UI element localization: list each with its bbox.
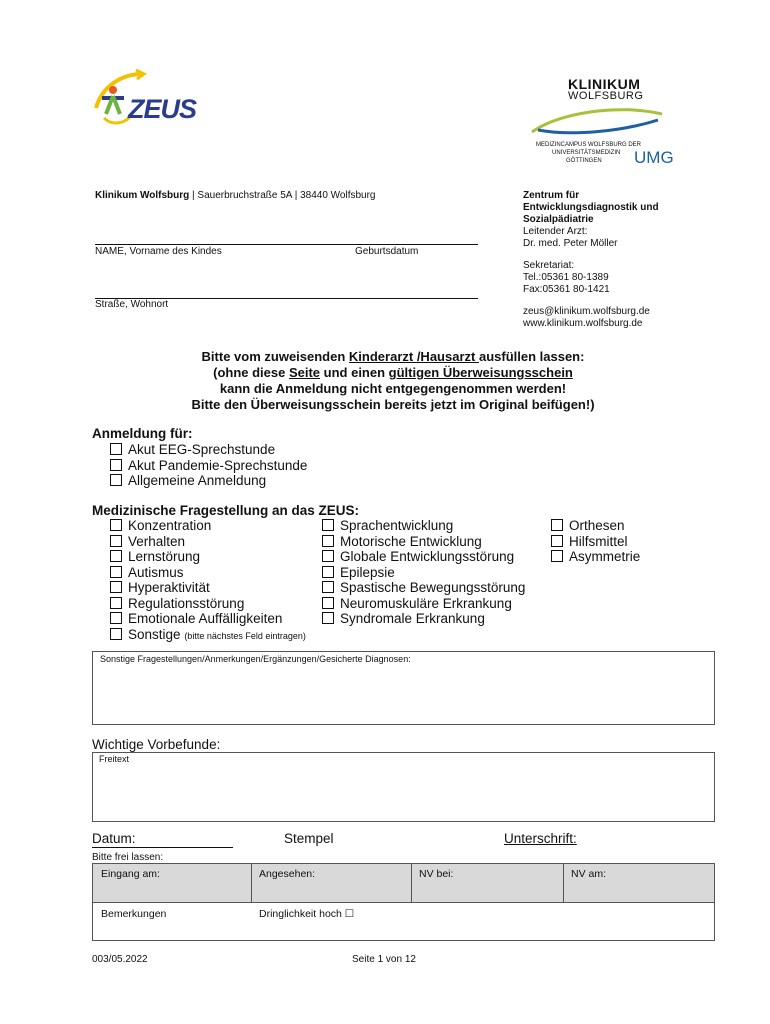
medical-option[interactable] bbox=[322, 518, 525, 534]
option-label: Sprachentwicklung bbox=[340, 518, 454, 533]
registration-options bbox=[110, 442, 307, 489]
secretariat-label: Sekretariat: bbox=[523, 260, 575, 271]
name-field-line[interactable] bbox=[95, 244, 478, 245]
klinikum-logo bbox=[530, 76, 690, 171]
findings-placeholder: Freitext bbox=[99, 754, 130, 764]
instruction-underlined: Kinderarzt /Hausarzt bbox=[348, 349, 479, 364]
name-field-label: NAME, Vorname des Kindes bbox=[95, 246, 222, 257]
medical-option[interactable] bbox=[322, 611, 525, 627]
option-label: Akut Pandemie-Sprechstunde bbox=[128, 457, 308, 473]
office-table bbox=[92, 863, 715, 941]
signature-label: Unterschrift: bbox=[504, 831, 577, 846]
checkbox[interactable] bbox=[551, 550, 563, 562]
checkbox[interactable] bbox=[551, 535, 563, 547]
dept-line-1: Zentrum für bbox=[523, 190, 580, 201]
instruction-underlined: Seite bbox=[288, 365, 321, 380]
klinikum-logo-city: WOLFSBURG bbox=[568, 90, 644, 102]
dept-line-3: Sozialpädiatrie bbox=[523, 214, 594, 225]
website-url: www.klinikum.wolfsburg.de bbox=[523, 318, 643, 329]
registration-option[interactable] bbox=[110, 458, 307, 474]
medical-column-3 bbox=[551, 518, 640, 565]
medical-column-1 bbox=[110, 518, 306, 644]
klinikum-logo-name: KLINIKUM bbox=[568, 76, 641, 92]
option-label: Sonstige bbox=[128, 626, 181, 642]
medical-option[interactable] bbox=[322, 565, 525, 581]
stamp-label: Stempel bbox=[284, 831, 334, 846]
office-note: Bitte frei lassen: bbox=[92, 852, 164, 863]
checkbox[interactable] bbox=[110, 566, 122, 578]
fax-number: Fax:05361 80-1421 bbox=[523, 284, 610, 295]
medical-option[interactable] bbox=[322, 596, 525, 612]
checkbox[interactable] bbox=[322, 566, 334, 578]
office-row-1 bbox=[93, 864, 714, 903]
medical-option[interactable] bbox=[322, 549, 525, 565]
medical-option[interactable] bbox=[110, 534, 306, 550]
instruction-line-4: Bitte den Überweisungsschein bereits jetzt im Original beifügen!) bbox=[191, 397, 595, 412]
medical-option[interactable] bbox=[551, 549, 640, 565]
angesehen-cell[interactable]: Angesehen: bbox=[259, 868, 316, 880]
klinikum-swoosh-graphic bbox=[530, 102, 670, 138]
registration-heading: Anmeldung für: bbox=[92, 426, 193, 441]
option-label: Allgemeine Anmeldung bbox=[128, 473, 267, 488]
medical-option[interactable] bbox=[110, 518, 306, 534]
checkbox[interactable] bbox=[110, 459, 122, 471]
instruction-text: Bitte vom zuweisenden bbox=[201, 349, 349, 364]
clinic-name: Klinikum Wolfsburg bbox=[95, 190, 190, 201]
street-field-label: Straße, Wohnort bbox=[95, 299, 169, 310]
checkbox[interactable] bbox=[110, 535, 122, 547]
email-address: zeus@klinikum.wolfsburg.de bbox=[523, 306, 650, 317]
checkbox[interactable] bbox=[110, 474, 122, 486]
date-label: Datum: bbox=[92, 831, 136, 846]
checkbox[interactable] bbox=[322, 550, 334, 562]
medical-option[interactable] bbox=[110, 596, 306, 612]
dringlichkeit-cell[interactable]: Dringlichkeit hoch ☐ bbox=[259, 908, 355, 920]
instruction-line-1 bbox=[90, 349, 696, 365]
clinic-address bbox=[95, 190, 376, 202]
campus-line-2: UNIVERSITÄTSMEDIZIN bbox=[552, 150, 621, 156]
findings-box[interactable] bbox=[92, 752, 715, 822]
medical-option-other[interactable] bbox=[110, 627, 306, 645]
medical-option[interactable] bbox=[322, 534, 525, 550]
registration-option[interactable] bbox=[110, 442, 307, 458]
registration-option[interactable] bbox=[110, 473, 307, 489]
instruction-line-3: kann die Anmeldung nicht entgegengenommen werden! bbox=[219, 381, 567, 396]
form-version: 003/05.2022 bbox=[92, 954, 148, 965]
medical-option[interactable] bbox=[110, 611, 306, 627]
option-label: Konzentration bbox=[128, 518, 212, 533]
campus-line-3: GÖTTINGEN bbox=[566, 158, 602, 164]
checkbox[interactable] bbox=[110, 581, 122, 593]
doctor-role: Leitender Arzt: bbox=[523, 226, 588, 237]
clinic-street: | Sauerbruchstraße 5A | 38440 Wolfsburg bbox=[189, 190, 376, 201]
nv-am-cell[interactable]: NV am: bbox=[571, 868, 607, 880]
option-label: Akut EEG-Sprechstunde bbox=[128, 442, 276, 457]
option-label: Motorische Entwicklung bbox=[340, 533, 482, 549]
zeus-logo-text: ZEUS bbox=[128, 94, 197, 124]
medical-option[interactable] bbox=[551, 518, 640, 534]
option-label: Globale Entwicklungsstörung bbox=[340, 549, 515, 564]
checkbox[interactable] bbox=[110, 550, 122, 562]
medical-option[interactable] bbox=[110, 565, 306, 581]
instruction-text: ausfüllen lassen: bbox=[478, 349, 585, 364]
option-label: Neuromuskuläre Erkrankung bbox=[340, 595, 512, 611]
eingang-cell[interactable]: Eingang am: bbox=[101, 868, 160, 880]
checkbox[interactable] bbox=[110, 443, 122, 455]
option-label: Spastische Bewegungsstörung bbox=[340, 580, 526, 595]
zeus-logo bbox=[92, 68, 202, 128]
checkbox[interactable] bbox=[322, 535, 334, 547]
checkbox[interactable] bbox=[110, 628, 122, 640]
phone-number: Tel.:05361 80-1389 bbox=[523, 272, 609, 283]
other-notes-label: Sonstige Fragestellungen/Anmerkungen/Ergänzungen/Gesicherte Diagnosen: bbox=[100, 654, 411, 664]
checkbox[interactable] bbox=[551, 519, 563, 531]
medical-option[interactable] bbox=[551, 534, 640, 550]
dept-line-2: Entwicklungsdiagnostik und bbox=[523, 202, 659, 213]
date-line[interactable] bbox=[92, 847, 233, 848]
checkbox[interactable] bbox=[322, 519, 334, 531]
instruction-text: (ohne diese bbox=[213, 365, 289, 380]
doctor-name: Dr. med. Peter Möller bbox=[523, 238, 618, 249]
other-notes-box[interactable] bbox=[92, 651, 715, 725]
option-label: Epilepsie bbox=[340, 564, 395, 580]
bemerkungen-cell[interactable]: Bemerkungen bbox=[101, 908, 167, 920]
campus-line-1: MEDIZINCAMPUS WOLFSBURG DER bbox=[536, 142, 642, 148]
option-label: Emotionale Auffälligkeiten bbox=[128, 611, 283, 626]
medical-column-2 bbox=[322, 518, 525, 627]
checkbox[interactable] bbox=[322, 612, 334, 624]
checkbox[interactable] bbox=[322, 597, 334, 609]
dob-field-label: Geburtsdatum bbox=[355, 246, 419, 257]
medical-option[interactable] bbox=[110, 549, 306, 565]
option-label: Regulationsstörung bbox=[128, 595, 245, 611]
option-label: Hyperaktivität bbox=[128, 580, 210, 595]
instructions-block bbox=[90, 349, 696, 413]
checkbox[interactable] bbox=[110, 519, 122, 531]
option-label: Autismus bbox=[128, 564, 184, 580]
findings-heading: Wichtige Vorbefunde: bbox=[92, 737, 221, 752]
checkbox[interactable] bbox=[322, 581, 334, 593]
contact-block bbox=[523, 190, 723, 330]
option-label: Lernstörung bbox=[128, 549, 201, 564]
nv-bei-cell[interactable]: NV bei: bbox=[419, 868, 454, 880]
option-label: Syndromale Erkrankung bbox=[340, 611, 485, 626]
checkbox[interactable] bbox=[110, 597, 122, 609]
checkbox[interactable] bbox=[110, 612, 122, 624]
page-number: Seite 1 von 12 bbox=[352, 954, 416, 965]
umg-logo: UMG bbox=[634, 148, 674, 167]
instruction-text: und einen bbox=[320, 365, 389, 380]
instruction-line-2 bbox=[90, 365, 696, 381]
medical-option[interactable] bbox=[322, 580, 525, 596]
medical-heading: Medizinische Fragestellung an das ZEUS: bbox=[92, 503, 360, 518]
instruction-underlined: gültigen Überweisungsschein bbox=[388, 365, 573, 380]
option-note: (bitte nächstes Feld eintragen) bbox=[184, 630, 306, 641]
option-label: Verhalten bbox=[128, 533, 186, 549]
medical-option[interactable] bbox=[110, 580, 306, 596]
option-label: Orthesen bbox=[569, 518, 625, 533]
option-label: Asymmetrie bbox=[569, 549, 641, 564]
option-label: Hilfsmittel bbox=[569, 533, 628, 549]
